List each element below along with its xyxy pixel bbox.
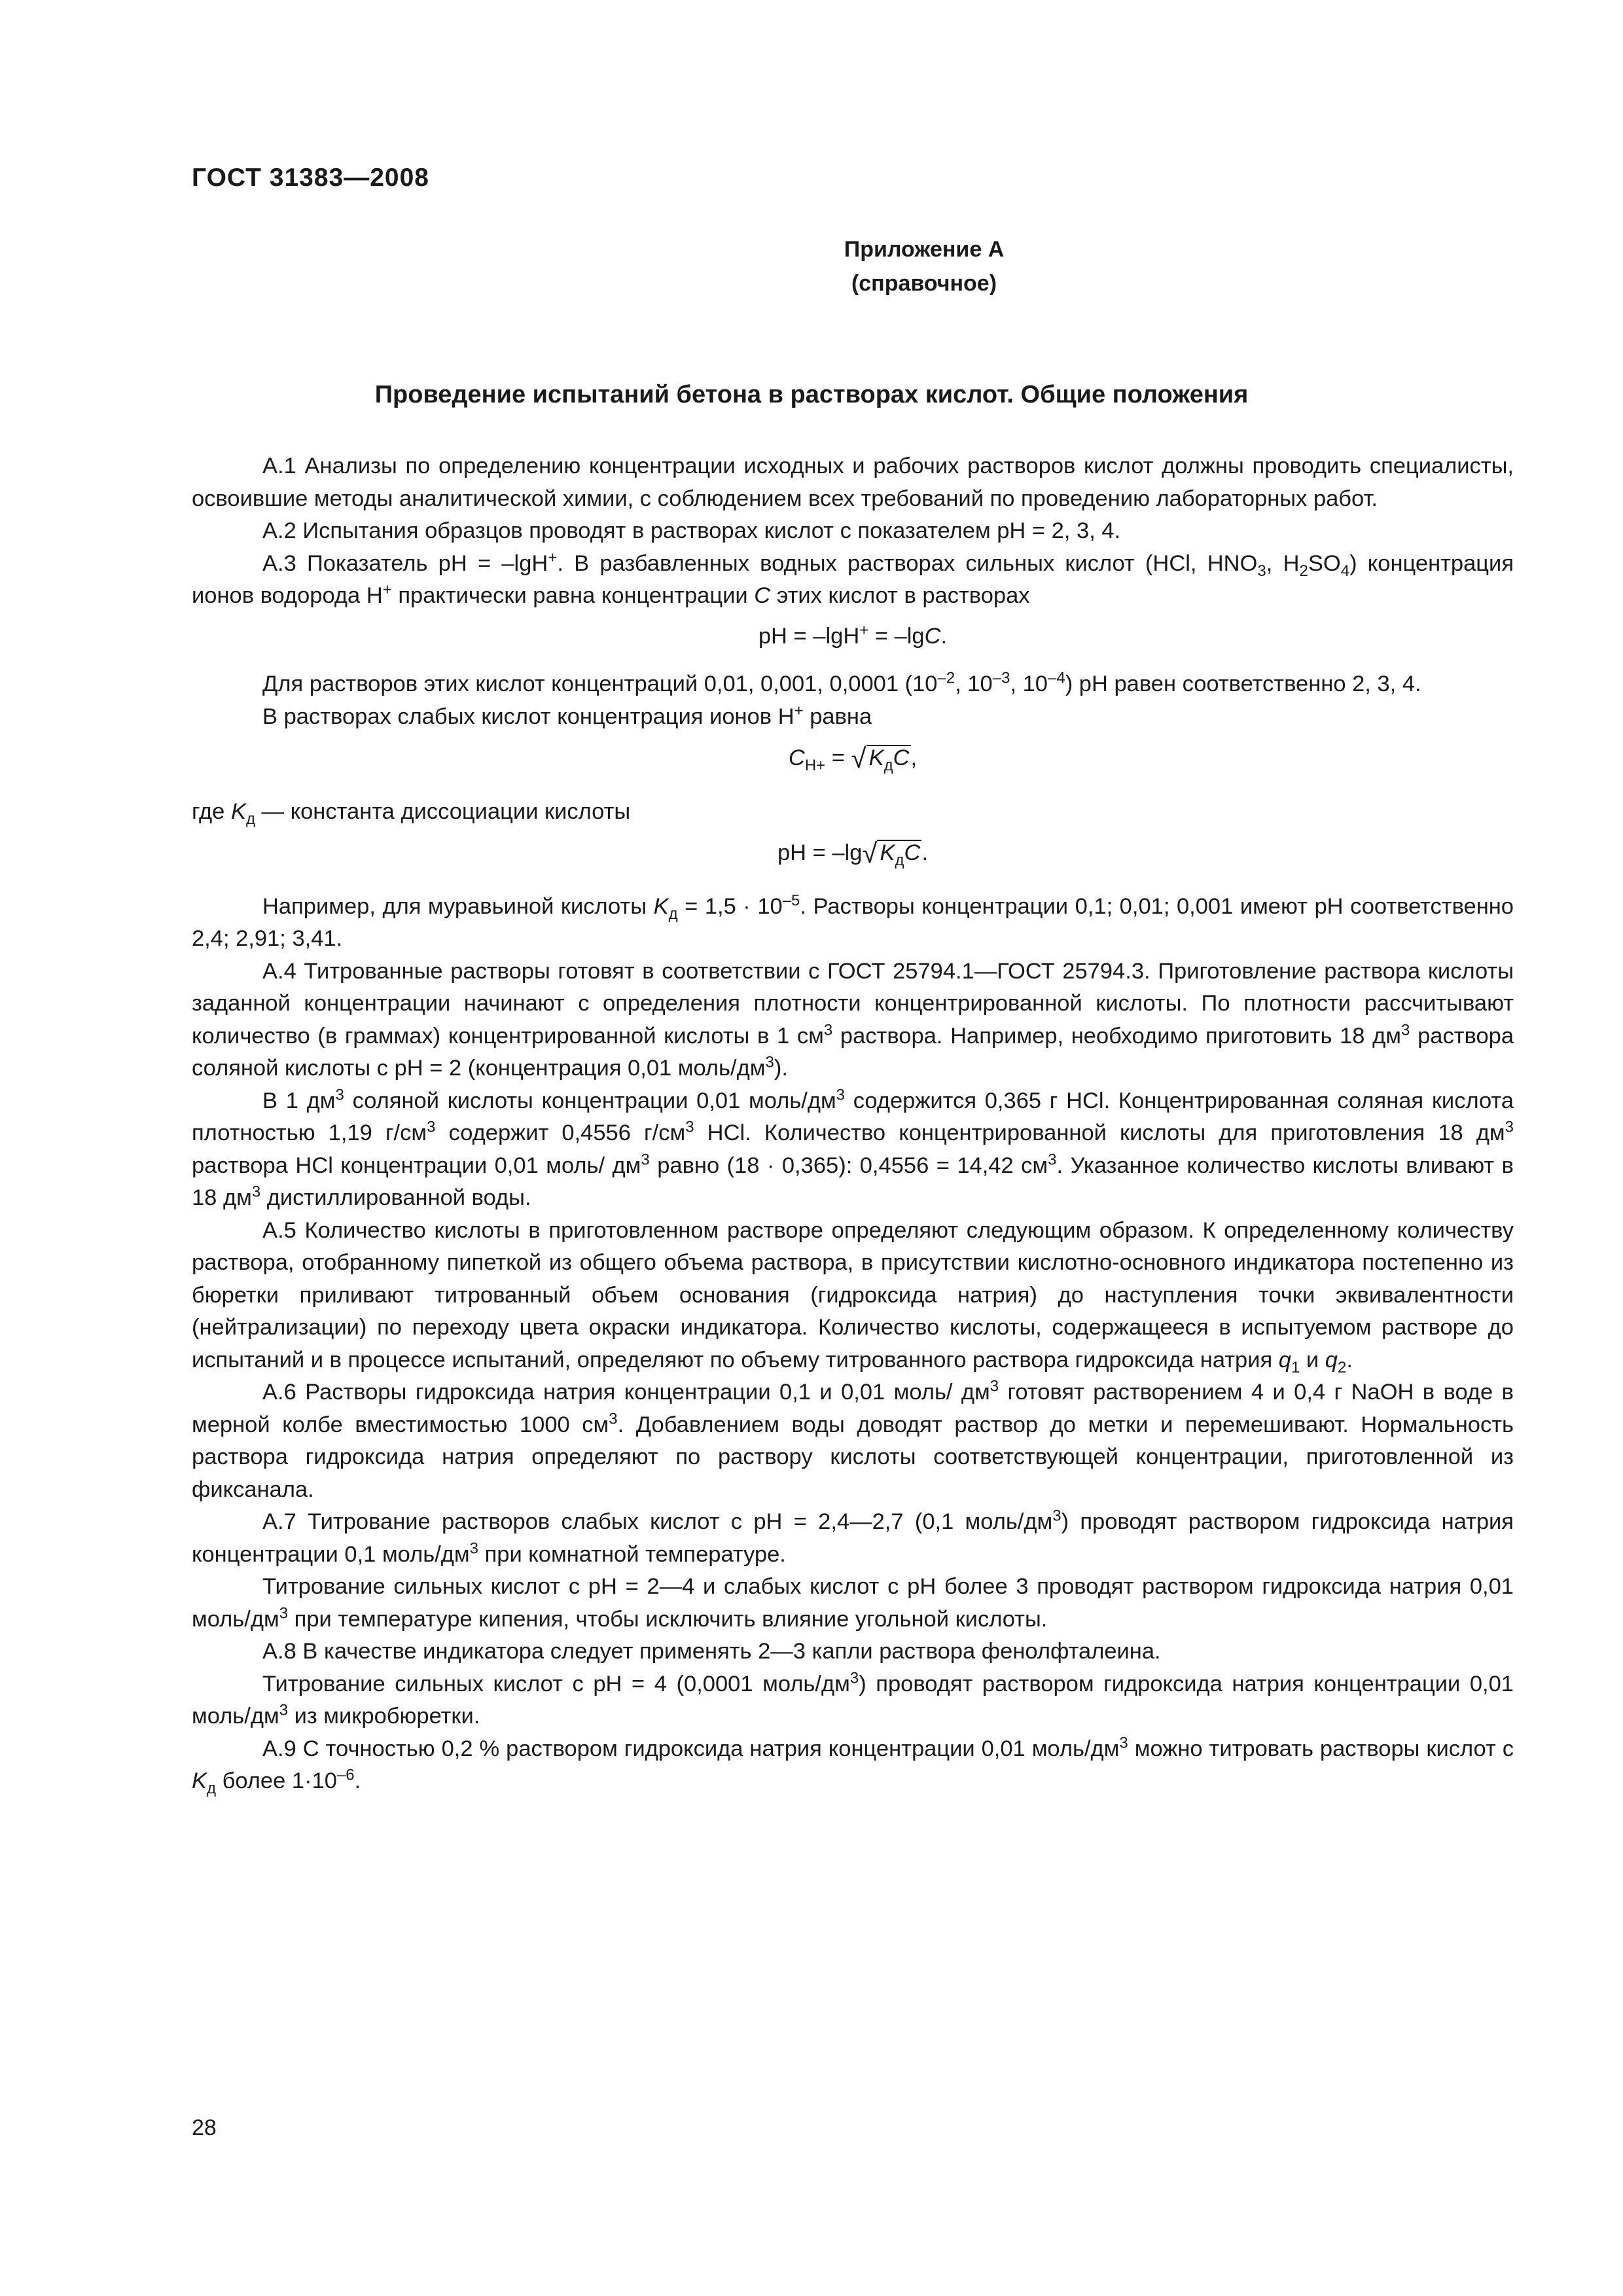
paragraph-a6: А.6 Растворы гидроксида натрия концентрации 0,1 и 0,01 моль/ $дм^3$ готовят растворением 4 и 0,4 г NaOH в воде в мерной колбе вместимостью 1000 $см^3$. Добавлением воды доводят раствор до метки и перемешивают. Нормальность раствора гидроксида натрия определяют по раствору кислоты соответствующей концентрации, приготовленной из фиксанала. <box>192 1377 1514 1502</box>
paragraph-a7-strong-acids: Титрование сильных кислот с pH = 2—4 и слабых кислот с pH более 3 проводят раствором гидроксида натрия 0,01 моль/$дм^3$ при температуре кипения, чтобы исключить влияние угольной кислоты. <box>192 1574 1514 1632</box>
paragraph-a9: А.9 С точностью 0,2 % раствором гидроксида натрия концентрации 0,01 моль/$дм^3$ можно титровать растворы кислот с $K_д$ более $1\cdot 10^{-6}$. <box>192 1734 1514 1797</box>
appendix-heading <box>0 232 1623 300</box>
paragraph-a7: А.7 Титрование растворов слабых кислот с pH = 2,4—2,7 (0,1 моль/$дм^3$) проводят раствором гидроксида натрия концентрации 0,1 моль/$дм^3$ при комнатной температуре. <box>192 1507 1514 1567</box>
paragraph-a8-microburette: Титрование сильных кислот с pH = 4 (0,0001 моль/$дм^3$) проводят раствором гидроксида натрия концентрации 0,01 моль/$дм^3$ из микробюретки. <box>192 1669 1514 1729</box>
paragraph-a4: А.4 Титрованные растворы готовят в соответствии с ГОСТ 25794.1—ГОСТ 25794.3. Приготовление раствора кислоты заданной концентрации начинают с определения плотности концентрированной кислоты. По плотности рассчитывают количество (в граммах) концентрированной кислоты в 1 $см^3$ раствора. Например, необходимо приготовить 18 $дм^3$ раствора соляной кислоты с pH = 2 (концентрация 0,01 моль/$дм^3$). <box>192 958 1514 1081</box>
body-text <box>192 450 1514 1798</box>
document-id: ГОСТ 31383—2008 <box>192 164 429 192</box>
paragraph-weak-acids: В растворах слабых кислот концентрация ионов H+ равна <box>262 702 872 729</box>
paragraph-example: Например, для муравьиной кислоты $K_д = 1,5 \cdot 10^{-5}$. Растворы концентрации 0,1; 0,01; 0,001 имеют pH соответственно 2,4; 2,91; 3,41. <box>192 891 1514 951</box>
paragraph-a3: А.3 Показатель pH = –lgH+. В разбавленных водных растворах сильных кислот (HCl, $HNO_3$, $H_2SO_4$) концентрация ионов водорода H+ практически равна концентрации C этих кислот в растворах <box>192 548 1514 608</box>
appendix-title: Приложение А <box>844 237 1005 262</box>
paragraph-a5: А.5 Количество кислоты в приготовленном растворе определяют следующим образом. К определенному количеству раствора, отобранному пипеткой из общего объема раствора, в присутствии кислотно-основного индикатора постепенно из бюретки приливают титрованный объем основания (гидроксида натрия) до наступления точки эквивалентности (нейтрализации) по переходу цвета окраски индикатора. Количество кислоты, содержащееся в испытуемом растворе до испытаний и в процессе испытаний, определяют по объему титрованного раствора гидроксида натрия $q_1$ и $q_2$. <box>192 1217 1514 1376</box>
paragraph-a8: А.8 В качестве индикатора следует применять 2—3 капли раствора фенолфталеина. <box>262 1639 1161 1664</box>
paragraph-a4-calculation: В 1 $дм^3$ соляной кислоты концентрации 0,01 моль/$дм^3$ содержится 0,365 г HCl. Концентрированная соляная кислота плотностью 1,19 $г/см^3$ содержит 0,4556 $г/см^3$ HCl. Количество концентрированной кислоты для приготовления 18 $дм^3$ раствора HCl концентрации 0,01 моль/ $дм^3$ равно (18 · 0,365): 0,4556 = 14,42 $см^3$. Указанное количество кислоты вливают в 18 $дм^3$ дистиллированной воды. <box>192 1086 1514 1210</box>
paragraph-a2: А.2 Испытания образцов проводят в растворах кислот с показателем pH = 2, 3, 4. <box>262 518 1121 543</box>
paragraph-a1: А.1 Анализы по определению концентрации исходных и рабочих растворов кислот должны проводить специалисты, освоившие методы аналитической химии, с соблюдением всех требований по проведению лабораторных работ. <box>192 454 1514 511</box>
appendix-kind: (справочное) <box>851 271 997 296</box>
formula-weak-acid-concentration: $C_{H+}$ = √ $K_дC$, <box>788 743 918 774</box>
formula-ph: pH = –lgH+ = –lgC. <box>758 621 948 649</box>
paragraph-where: где $K_д$ — константа диссоциации кислоты <box>192 798 631 828</box>
page-number: 28 <box>192 2115 217 2140</box>
paragraph-concentrations: Для растворов этих кислот концентраций 0,01, 0,001, 0,0001 ($10^{-2}$, $10^{-3}$, $10^{-4}$) pH равен соответственно 2, 3, 4. <box>262 669 1421 696</box>
section-title: Проведение испытаний бетона в растворах кислот. Общие положения <box>374 381 1249 408</box>
formula-ph-weak: pH = –lg√ $K_дC$. <box>777 838 929 869</box>
